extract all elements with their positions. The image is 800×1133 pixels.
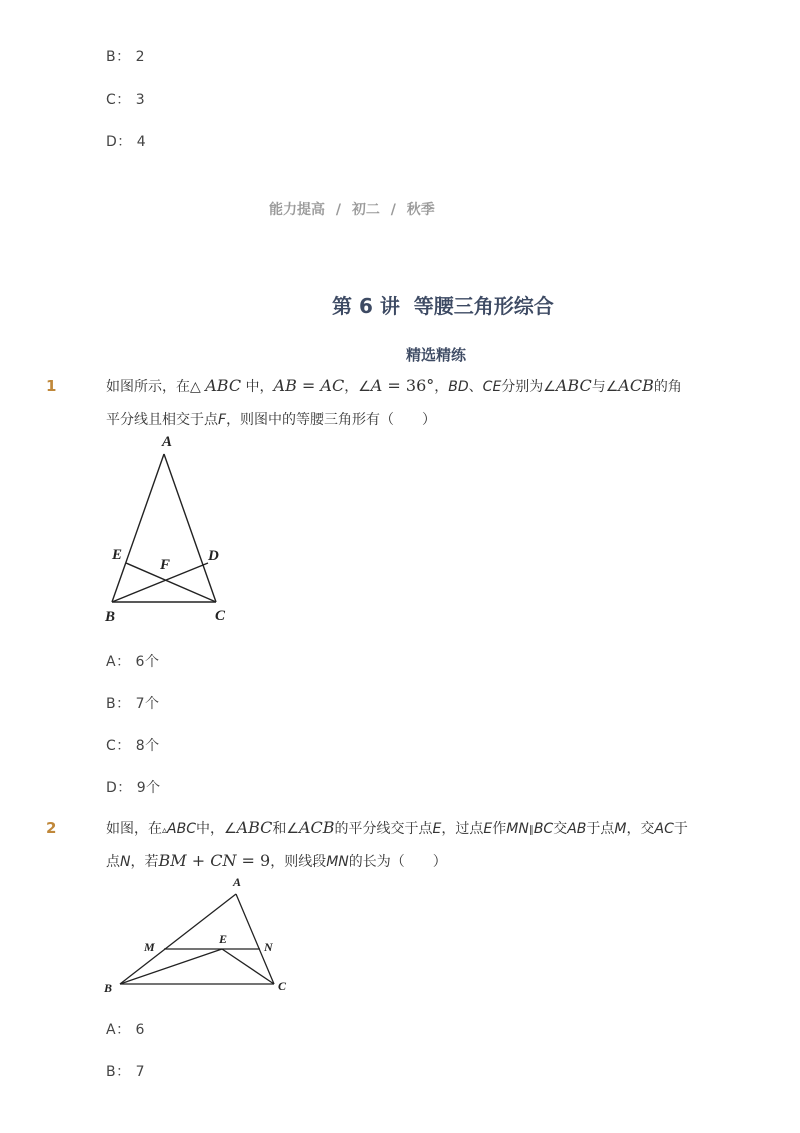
figure-label-a: A [233,875,242,889]
figure-triangle-abc-1 [100,432,240,627]
q2-option-a[interactable]: A： 6 [106,1022,145,1038]
figure-label-c: C [278,979,287,993]
q1-option-c[interactable]: C： 8个 [106,738,160,754]
option-letter: D [106,780,118,796]
figure-label-f: F [160,557,171,573]
figure-label-a: A [162,434,173,450]
q1-option-d[interactable]: D： 9个 [106,780,161,796]
option-letter: A [106,1022,117,1038]
option-value: 2 [135,49,145,65]
breadcrumb-separator: / [335,202,341,218]
question-1-line-1: 如图所示，在△ ABC 中，AB = AC，∠A = 36°，BD、CE分别为∠ABC与∠ACB的角 [106,376,682,395]
option-letter: C [106,738,117,754]
figure-triangle-abc-2 [100,872,300,997]
figure-label-b: B [105,609,116,625]
option-letter: A [106,654,117,670]
breadcrumb-separator: / [390,202,396,218]
option-value: 3 [135,92,146,108]
figure-label-n: N [264,940,273,954]
breadcrumb [269,199,435,219]
figure-label-e: E [219,932,228,946]
figure-label-d: D [208,548,219,564]
figure-label-c: C [215,608,226,624]
option-letter: C [106,92,117,108]
lesson-title: 第 6 讲 等腰三角形综合 [332,294,554,318]
option-value: 7个 [135,696,160,712]
option-value: 4 [136,134,147,150]
figure-label-m: M [144,940,155,954]
breadcrumb-item: 初二 [351,202,380,218]
breadcrumb-item: 秋季 [406,202,435,218]
option-letter: B [106,49,117,65]
question-number: 2 [46,819,57,837]
option-value: 9个 [136,780,161,796]
option-value: 7 [135,1064,145,1080]
option-letter: D [106,134,118,150]
option-d[interactable]: D： 4 [106,134,147,150]
option-value: 6个 [135,654,160,670]
question-1-line-2: 平分线且相交于点F，则图中的等腰三角形有（ ） [106,412,437,428]
option-b[interactable]: B： 2 [106,49,145,65]
q1-option-b[interactable]: B： 7个 [106,696,160,712]
figure-label-e: E [112,547,123,563]
option-value: 8个 [135,738,160,754]
question-number: 1 [46,377,57,395]
breadcrumb-item: 能力提高 [269,202,325,218]
option-letter: B [106,696,117,712]
figure-label-b: B [104,981,113,995]
q2-option-b[interactable]: B： 7 [106,1064,145,1080]
question-2-line-2: 点N，若BM + CN = 9，则线段MN的长为（ ） [106,851,447,870]
option-letter: B [106,1064,117,1080]
option-value: 6 [135,1022,145,1038]
question-2-line-1: 如图，在▵ABC中，∠ABC和∠ACB的平分线交于点E，过点E作MN∥BC交AB于点M，交AC于 [106,818,688,837]
section-title: 精选精练 [406,346,467,364]
q1-option-a[interactable]: A： 6个 [106,654,160,670]
option-c[interactable]: C： 3 [106,92,146,108]
